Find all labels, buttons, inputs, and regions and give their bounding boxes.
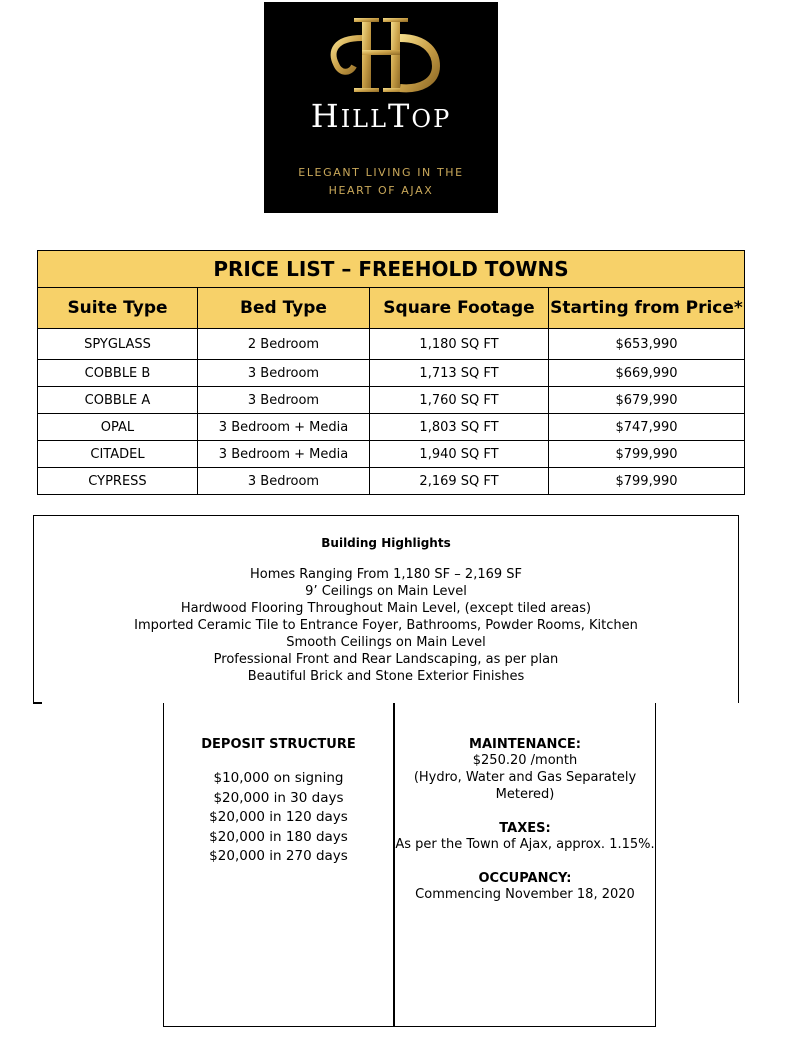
square-footage-cell: 1,713 SQ FT — [370, 360, 549, 387]
price-cell: $669,990 — [549, 360, 745, 387]
maintenance-title: MAINTENANCE: — [469, 737, 581, 752]
square-footage-cell: 1,803 SQ FT — [370, 414, 549, 441]
list-item: $20,000 in 180 days — [209, 828, 348, 845]
price-cell: $799,990 — [549, 468, 745, 495]
table-row — [38, 441, 745, 468]
price-list-table — [37, 250, 745, 495]
column-header-suite-type: Suite Type — [38, 288, 198, 329]
bed-type-cell: 3 Bedroom — [198, 387, 370, 414]
price-list-title: PRICE LIST – FREEHOLD TOWNS — [38, 251, 745, 288]
table-row — [38, 414, 745, 441]
list-item: Imported Ceramic Tile to Entrance Foyer, Bathrooms, Powder Rooms, Kitchen — [134, 618, 638, 633]
deposit-list — [164, 769, 393, 867]
suite-type-cell: COBBLE B — [38, 360, 198, 387]
column-header-starting-price: Starting from Price* — [549, 288, 745, 329]
table-row — [38, 329, 745, 360]
occupancy-value: Commencing November 18, 2020 — [415, 887, 635, 902]
list-item: Beautiful Brick and Stone Exterior Finishes — [247, 669, 525, 684]
deposit-structure-section — [164, 737, 393, 867]
price-cell: $747,990 — [549, 414, 745, 441]
fees-section — [395, 737, 655, 903]
table-row — [38, 360, 745, 387]
square-footage-cell: 2,169 SQ FT — [370, 468, 549, 495]
column-header-bed-type: Bed Type — [198, 288, 370, 329]
bed-type-cell: 3 Bedroom — [198, 360, 370, 387]
column-header-square-footage: Square Footage — [370, 288, 549, 329]
taxes-value: As per the Town of Ajax, approx. 1.15%. — [395, 837, 655, 852]
list-item: $20,000 in 270 days — [209, 848, 348, 864]
bed-type-cell: 3 Bedroom + Media — [198, 441, 370, 468]
table-row — [38, 387, 745, 414]
square-footage-cell: 1,180 SQ FT — [370, 329, 549, 360]
highlights-title: Building Highlights — [321, 536, 451, 550]
list-item: Hardwood Flooring Throughout Main Level, (except tiled areas) — [180, 601, 592, 616]
price-cell: $653,990 — [549, 329, 745, 360]
price-cell: $679,990 — [549, 387, 745, 414]
hilltop-logo — [264, 2, 498, 213]
list-item: Homes Ranging From 1,180 SF – 2,169 SF — [250, 567, 522, 582]
brand-name: HILLTOP — [310, 97, 452, 135]
building-highlights-box — [33, 515, 739, 703]
price-cell: $799,990 — [549, 441, 745, 468]
highlights-list — [34, 566, 738, 685]
suite-type-cell: SPYGLASS — [38, 329, 198, 360]
bed-type-cell: 3 Bedroom — [198, 468, 370, 495]
list-item: Professional Front and Rear Landscaping, as per plan — [213, 652, 559, 667]
maintenance-value: $250.20 /month — [472, 753, 578, 768]
square-footage-cell: 1,940 SQ FT — [370, 441, 549, 468]
deposit-title: DEPOSIT STRUCTURE — [201, 737, 356, 752]
maintenance-note: (Hydro, Water and Gas Separately Metered) — [413, 770, 637, 802]
occupancy-title: OCCUPANCY: — [478, 871, 572, 886]
divider — [33, 702, 42, 704]
suite-type-cell: CITADEL — [38, 441, 198, 468]
suite-type-cell: COBBLE A — [38, 387, 198, 414]
tagline-line-2: HEART OF AJAX — [328, 184, 434, 197]
list-item: $10,000 on signing — [213, 770, 344, 786]
list-item: $20,000 in 120 days — [209, 809, 348, 825]
taxes-title: TAXES: — [499, 821, 551, 836]
suite-type-cell: CYPRESS — [38, 468, 198, 495]
suite-type-cell: OPAL — [38, 414, 198, 441]
details-box — [163, 703, 656, 1027]
list-item: $20,000 in 30 days — [213, 789, 344, 806]
bed-type-cell: 3 Bedroom + Media — [198, 414, 370, 441]
list-item: 9’ Ceilings on Main Level — [305, 584, 467, 599]
tagline-line-1: ELEGANT LIVING IN THE — [298, 166, 464, 179]
square-footage-cell: 1,760 SQ FT — [370, 387, 549, 414]
list-item: Smooth Ceilings on Main Level — [286, 635, 486, 650]
table-row — [38, 468, 745, 495]
bed-type-cell: 2 Bedroom — [198, 329, 370, 360]
